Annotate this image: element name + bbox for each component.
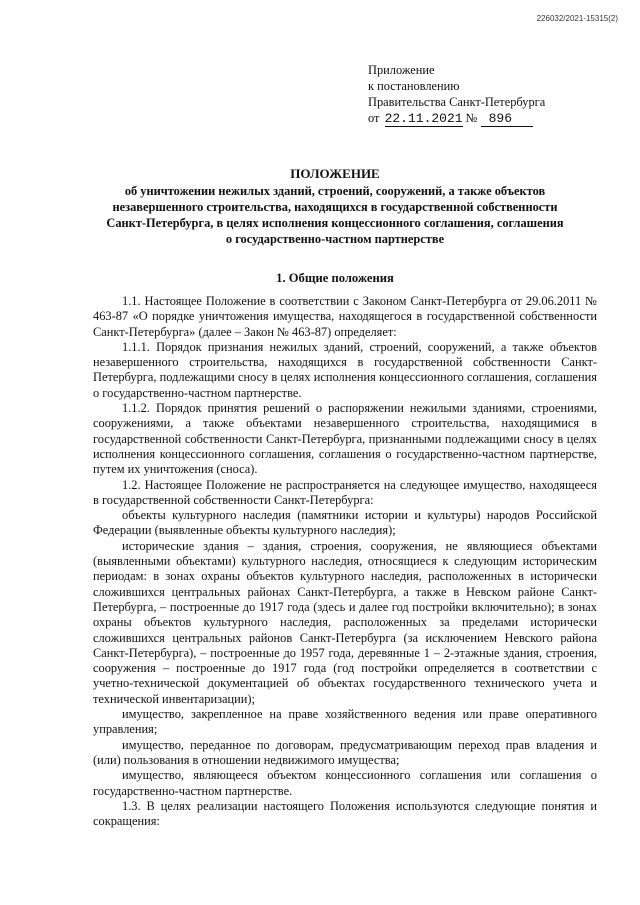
title-subtitle-line: об уничтожении нежилых зданий, строений, сооружений, а также объектов bbox=[124, 184, 546, 198]
paragraph: имущество, являющееся объектом концессионного соглашения или соглашения о государственно-частном партнерстве. bbox=[93, 768, 597, 798]
paragraph: 1.2. Настоящее Положение не распространяется на следующее имущество, находящееся в государственной собственности Санкт-Петербурга: bbox=[93, 477, 597, 507]
document-title bbox=[70, 166, 600, 247]
document-id: 226032/2021-15315(2) bbox=[536, 14, 618, 23]
paragraph: имущество, закрепленное на праве хозяйственного ведения или праве оперативного управления; bbox=[93, 707, 597, 737]
title-subtitle-line: незавершенного строительства, находящихся в государственной собственности bbox=[112, 200, 558, 214]
document-body bbox=[93, 294, 597, 829]
paragraph: 1.3. В целях реализации настоящего Положения используются следующие понятия и сокращения: bbox=[93, 798, 597, 829]
title-subtitle-line: Санкт-Петербурга, в целях исполнения концессионного соглашения, соглашения bbox=[106, 216, 564, 230]
title-subtitle-line: о государственно-частном партнерстве bbox=[225, 232, 445, 246]
appendix-line-1: Приложение bbox=[368, 63, 435, 77]
section-heading: 1. Общие положения bbox=[276, 271, 394, 285]
paragraph: объекты культурного наследия (памятники истории и культуры) народов Российской Федерации (выявленные объекты культурного наследия); bbox=[93, 508, 597, 538]
number-label: № bbox=[465, 111, 478, 125]
appendix-date-line bbox=[368, 110, 545, 127]
title-heading: ПОЛОЖЕНИЕ bbox=[290, 166, 380, 181]
paragraph: исторические здания – здания, строения, сооружения, не являющиеся объектами (выявленными объектами) культурного наследия, относящиеся к следующим историческим периодам: в зонах охраны объектов культурного наследия, расположенных в исторически сложившихся центральных районах Санкт-Петербурга, а также в Невском районе Санкт-Петербурга, – построенные до 1917 года (здесь и далее год постройки включительно); в зонах охраны объектов культурного наследия, расположенных за пределами исторически сложившихся центральных районов Санкт-Петербурга (за исключением Невского района Санкт-Петербурга), – построенные до 1957 года, деревянные 1 – 2-этажные здания, строения, сооружения – построенные до 1917 года (год постройки определяется в соответствии с учетно-технической документацией об объектах государственного технического учета и технической инвентаризации); bbox=[93, 538, 597, 706]
resolution-number: 896 bbox=[481, 112, 533, 127]
paragraph: 1.1.2. Порядок принятия решений о распоряжении нежилыми зданиями, строениями, сооружениями, а также объектами незавершенного строительства, находящимися в государственной собственности Санкт-Петербурга, признанными подлежащими сносу в целях исполнения концессионного соглашения, соглашения о государственно-частном партнерстве, путем их уничтожения (сноса). bbox=[93, 401, 597, 477]
paragraph: имущество, переданное по договорам, предусматривающим переход прав владения и (или) пользования в отношении недвижимого имущества; bbox=[93, 737, 597, 767]
paragraph: 1.1. Настоящее Положение в соответствии с Законом Санкт-Петербурга от 29.06.2011 № 463-87 «О порядке уничтожения имущества, находящегося в государственной собственности Санкт-Петербурга» (далее – Закон № 463-87) определяет: bbox=[93, 294, 597, 339]
from-label: от bbox=[368, 111, 380, 125]
paragraph: 1.1.1. Порядок признания нежилых зданий, строений, сооружений, а также объектов незавершенного строительства, находящихся в государственной собственности Санкт-Петербурга, подлежащими сносу в целях исполнения концессионного соглашения, соглашения о государственно-частном партнерстве. bbox=[93, 339, 597, 400]
appendix-block bbox=[368, 62, 545, 127]
resolution-date: 22.11.2021 bbox=[384, 111, 463, 126]
appendix-line-2: к постановлению bbox=[368, 79, 460, 93]
appendix-line-3: Правительства Санкт-Петербурга bbox=[368, 95, 546, 109]
